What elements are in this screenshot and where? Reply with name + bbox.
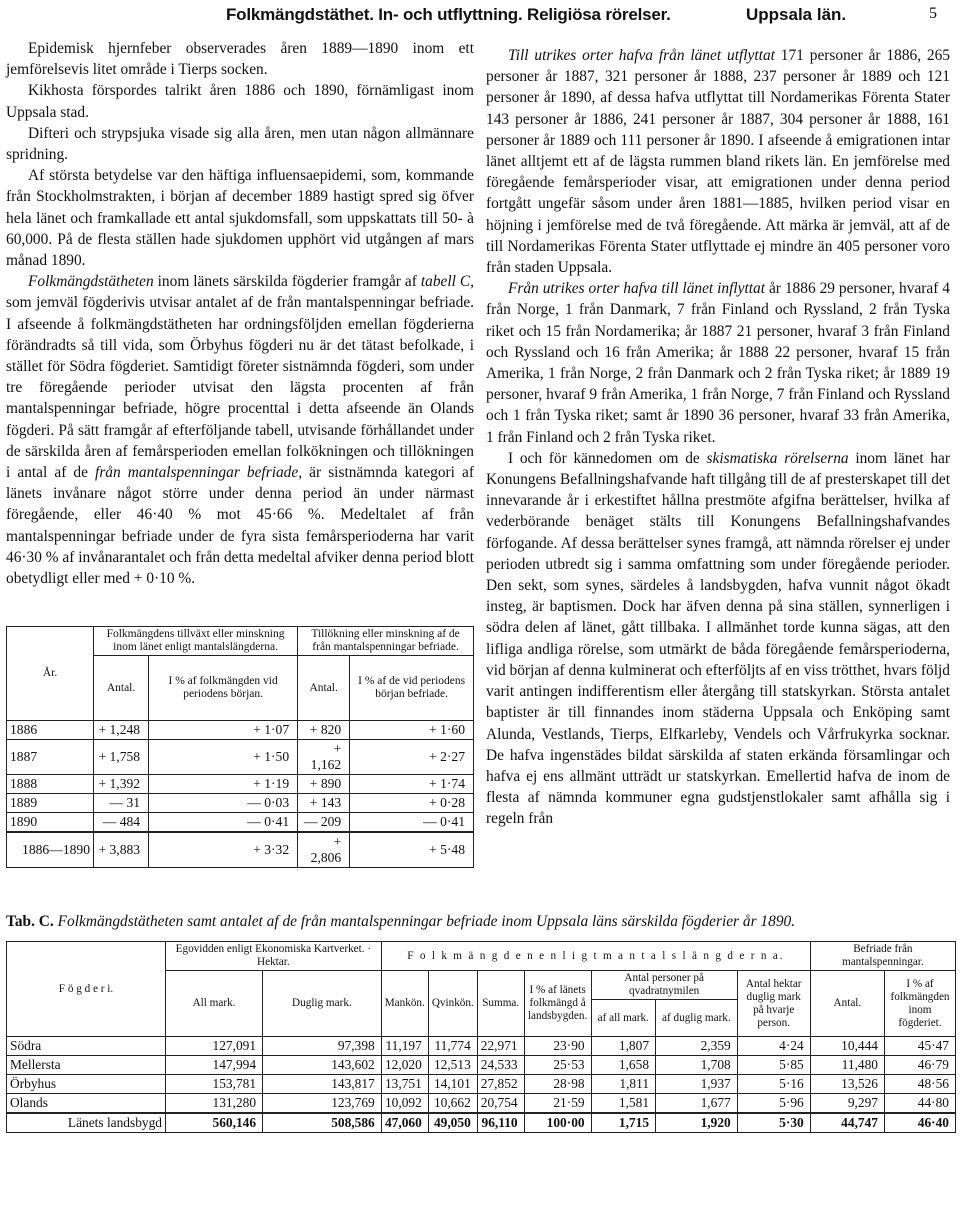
cell: 143,602	[263, 1056, 382, 1075]
col-header-antal: Antal.	[810, 971, 884, 1037]
cell: 1,715	[591, 1113, 655, 1133]
growth-table	[6, 626, 474, 868]
col-group-antal-personer: Antal personer på qvadratnymilen	[591, 971, 737, 1000]
text-run: år 1886 29 personer, hvaraf 4 från Norge, 1 från Danmark, 7 från Finland och Ryssland, 2 från Tyska riket och 15 från Nordamerika; år 1887 21 personer, hvaraf 3 från Finland och Ryssland och 16 från Amerika; år 1888 22 personer, hvaraf 15 från Amerika, 1 från Norge, 2 från Danmark och 2 från Tyska riket; år 1889 19 personer, hvaraf 9 från Amerika, 1 från Norge, 7 från Finland och Ryssland och 1 från Tyska riket; samt år 1890 36 personer, hvaraf 33 från Amerika, 1 från Finland och 2 från Tyska riket.	[486, 280, 950, 446]
col-header-antal: Antal.	[94, 656, 149, 721]
cell: 12,513	[428, 1056, 477, 1075]
col-header-year: År.	[7, 627, 94, 721]
cell: 153,781	[166, 1075, 263, 1094]
cell-fogderi: Södra	[7, 1037, 166, 1056]
text-run: är sistnämnda kategori af länets invånare något större under denna period än under närmast föregående, eller 46·40 % mot 45·66 %. Medeltalet af från mantalspenningar befriade under de fyra sista femårsperioderna har varit 46·30 % af invånarantalet och från detta medeltal afviker denna period blott obetydligt eller med + 0·10 %.	[6, 464, 475, 588]
cell: — 209	[298, 813, 350, 833]
table-row	[7, 721, 474, 740]
table-c-label: Tab. C.	[6, 913, 54, 930]
table-total-row	[7, 832, 474, 868]
cell: + 1,162	[298, 740, 350, 775]
col-header-hektar: Antal hektar duglig mark på hvarje person.	[737, 971, 810, 1037]
cell: + 1,758	[94, 740, 149, 775]
cell: 5·96	[737, 1094, 810, 1114]
cell: 44·80	[885, 1094, 956, 1114]
col-header-afall: af all mark.	[591, 1000, 655, 1037]
cell: 22,971	[477, 1037, 524, 1056]
cell: 45·47	[885, 1037, 956, 1056]
cell: + 1,392	[94, 775, 149, 794]
cell: + 3,883	[94, 832, 149, 868]
cell: 46·79	[885, 1056, 956, 1075]
col-header-allmark: All mark.	[166, 971, 263, 1037]
text-run: inom länets särskilda fögderier framgår af	[153, 273, 421, 291]
cell: 49,050	[428, 1113, 477, 1133]
cell: 14,101	[428, 1075, 477, 1094]
cell: 560,146	[166, 1113, 263, 1133]
cell: + 0·28	[350, 794, 474, 813]
cell: 1,807	[591, 1037, 655, 1056]
paragraph-influensa: Af största betydelse var den häftiga influensaepidemi, som, kommande från Stockholmstrakten, i början af december 1889 hastigt spred sig öfver hela länet och framkallade ett antal sjukdomsfall, som uppskattats till 50- à 60,000. På de flesta ställen hade sjukdomen upphört vid utgången af mars månad 1890.	[6, 167, 474, 270]
text-run: 171 personer år 1886, 265 personer år 1887, 321 personer år 1888, 237 personer år 1889 och 121 personer år 1890, af dessa hafva utflyttat till Nordamerikas Förenta Stater 143 personer år 1886, 241 personer år 1887, 304 personer år 1888, 161 personer år 1889 och 111 personer år 1890. I afseende å emigrationen intar länet alltjemt ett af de lägsta rummen bland rikets län. En jemförelse med föregående femårsperioder visar, att emigrationen under denna period fortgått ungefär såsom under åren 1881—1885, hvilken period visar en höjning i jemförelse med de två föregående. Att märka är jemväl, att af de till Nordamerikas Förenta Stater utflyttade ej mindre än 405 personer voro från staden Uppsala.	[486, 47, 951, 277]
right-column	[486, 45, 950, 830]
cell: 508,586	[263, 1113, 382, 1133]
cell: + 2,806	[298, 832, 350, 868]
cell: 127,091	[166, 1037, 263, 1056]
cell-fogderi: Länets landsbygd	[7, 1113, 166, 1133]
paragraph-folkmangdstathet	[6, 271, 474, 589]
cell: 9,297	[810, 1094, 884, 1114]
cell: + 1·60	[350, 721, 474, 740]
col-header-afduglig: af duglig mark.	[656, 1000, 738, 1037]
cell: 21·59	[524, 1094, 591, 1114]
cell: 12,020	[381, 1056, 428, 1075]
running-title: Folkmängdstäthet. In- och utflyttning. Religiösa rörelser.	[226, 5, 671, 24]
cell: 143,817	[263, 1075, 382, 1094]
cell: 131,280	[166, 1094, 263, 1114]
county-title: Uppsala län.	[746, 5, 847, 24]
table-sum-row	[7, 1113, 956, 1133]
cell: 100·00	[524, 1113, 591, 1133]
col-header-ipct: I % af folkmängden inom fögderiet.	[885, 971, 956, 1037]
cell: 97,398	[263, 1037, 382, 1056]
cell: 47,060	[381, 1113, 428, 1133]
col-header-fogderi: F ö g d e r i.	[7, 942, 166, 1037]
cell: + 1,248	[94, 721, 149, 740]
cell: + 1·19	[149, 775, 298, 794]
cell-year: 1890	[7, 813, 94, 833]
cell: + 2·27	[350, 740, 474, 775]
text-run: I och för kännedomen om de	[508, 449, 707, 467]
cell: 27,852	[477, 1075, 524, 1094]
term-skismatiska: skismatiska rörelserna	[706, 449, 849, 467]
cell: + 3·32	[149, 832, 298, 868]
cell: 147,994	[166, 1056, 263, 1075]
cell: 24,533	[477, 1056, 524, 1075]
cell: 1,937	[656, 1075, 738, 1094]
cell: 48·56	[885, 1075, 956, 1094]
left-column	[6, 38, 474, 589]
cell: 11,480	[810, 1056, 884, 1075]
col-group-befriade: Befriade från mantalspenningar.	[810, 942, 955, 971]
col-header-summa: Summa.	[477, 971, 524, 1037]
cell: 123,769	[263, 1094, 382, 1114]
table-row	[7, 794, 474, 813]
cell: 10,092	[381, 1094, 428, 1114]
paragraph-inflyttning	[486, 278, 950, 448]
cell: 1,658	[591, 1056, 655, 1075]
table-row	[7, 1056, 956, 1075]
cell-fogderi: Olands	[7, 1094, 166, 1114]
cell-fogderi: Örbyhus	[7, 1075, 166, 1094]
cell: 1,811	[591, 1075, 655, 1094]
cell: 11,197	[381, 1037, 428, 1056]
cell: 13,751	[381, 1075, 428, 1094]
paragraph-religiosa	[486, 448, 950, 830]
col-header-pct-lanet: I % af länets folkmängd å landsbygden.	[524, 971, 591, 1037]
cell: + 5·48	[350, 832, 474, 868]
cell: 5·30	[737, 1113, 810, 1133]
cell: + 143	[298, 794, 350, 813]
cell: 10,444	[810, 1037, 884, 1056]
text-run: som jemväl fögderivis utvisar antalet af de från mantalspenningar befriade. I afseende å folkmängdstätheten har ordningsföljden emellan fögderierna förändradts så till vida, som Örbyhus fögderi nu är det tätast befolkade, i stället för Södra fögderiet. Samtidigt företer sistnämnda fögderi, som under tre föregående perioder utvisat den lägsta procenten af från mantalspenningar befriade, högre procenttal i detta afseende än Olands fögderi. På sätt framgår af efterföljande tabell, utvisande förhållandet under de särskilda åren af femårsperioden emellan folkökningen och tillökningen i antal af de	[6, 294, 474, 482]
table-row	[7, 813, 474, 833]
col-group-befriade: Tillökning eller minskning af de från mantalspenningar befriade.	[298, 627, 474, 656]
term-inflyttat: Från utrikes orter hafva till länet inflyttat	[508, 280, 766, 298]
cell: 5·85	[737, 1056, 810, 1075]
cell: + 820	[298, 721, 350, 740]
page-number: 5	[929, 5, 937, 22]
cell: 96,110	[477, 1113, 524, 1133]
col-group-folkmangden: F o l k m ä n g d e n e n l i g t m a n t a l s l ä n g d e r n a.	[381, 942, 810, 971]
cell: 1,708	[656, 1056, 738, 1075]
table-row	[7, 1075, 956, 1094]
cell: 4·24	[737, 1037, 810, 1056]
cell: — 484	[94, 813, 149, 833]
cell: 20,754	[477, 1094, 524, 1114]
cell: 5·16	[737, 1075, 810, 1094]
col-group-folkmangd: Folkmängdens tillväxt eller minskning inom länet enligt mantalslängderna.	[94, 627, 298, 656]
paragraph-hjernfeber: Epidemisk hjernfeber observerades åren 1889—1890 inom ett jemförelsevis litet område i Tierps socken.	[6, 40, 474, 79]
page-header	[0, 5, 960, 27]
cell: — 0·41	[350, 813, 474, 833]
cell: 25·53	[524, 1056, 591, 1075]
table-row	[7, 775, 474, 794]
cell-year: 1887	[7, 740, 94, 775]
col-header-duglig: Duglig mark.	[263, 971, 382, 1037]
cell-year: 1888	[7, 775, 94, 794]
paragraph-kikhosta: Kikhosta förspordes talrikt åren 1886 och 1890, förnämligast inom Uppsala stad.	[6, 82, 474, 121]
cell: + 1·07	[149, 721, 298, 740]
cell: + 1·74	[350, 775, 474, 794]
col-header-qvinkon: Qvinkön.	[428, 971, 477, 1037]
cell-year: 1889	[7, 794, 94, 813]
table-c	[6, 941, 956, 1133]
term-befriade: från mantalspenningar befriade,	[95, 464, 303, 482]
cell: — 0·03	[149, 794, 298, 813]
col-header-pct-befriade: I % af de vid periodens början befriade.	[350, 656, 474, 721]
cell: — 31	[94, 794, 149, 813]
cell-year: 1886	[7, 721, 94, 740]
cell: 1,677	[656, 1094, 738, 1114]
cell: 1,581	[591, 1094, 655, 1114]
cell: 10,662	[428, 1094, 477, 1114]
ref-tabell-c: tabell C,	[420, 273, 474, 291]
col-header-mankon: Mankön.	[381, 971, 428, 1037]
table-c-title: Folkmängdstätheten samt antalet af de från mantalspenningar befriade inom Uppsala läns särskilda fögderier år 1890.	[57, 913, 796, 930]
table-row	[7, 740, 474, 775]
term-utflyttat: Till utrikes orter hafva från länet utflyttat	[508, 47, 775, 64]
cell: 44,747	[810, 1113, 884, 1133]
cell: 46·40	[885, 1113, 956, 1133]
cell: 13,526	[810, 1075, 884, 1094]
cell-year: 1886—1890	[7, 832, 94, 868]
cell: 2,359	[656, 1037, 738, 1056]
cell: 1,920	[656, 1113, 738, 1133]
cell: — 0·41	[149, 813, 298, 833]
paragraph-difteri: Difteri och strypsjuka visade sig alla åren, men utan någon allmännare spridning.	[6, 124, 474, 164]
paragraph-utflyttning	[486, 45, 950, 278]
col-header-pct-folkmangd: I % af folkmängden vid periodens början.	[149, 656, 298, 721]
table-row	[7, 1037, 956, 1056]
col-header-antal-2: Antal.	[298, 656, 350, 721]
col-group-egovidden: Egovidden enligt Ekonomiska Kartverket. · Hektar.	[166, 942, 382, 971]
cell-fogderi: Mellersta	[7, 1056, 166, 1075]
cell: 23·90	[524, 1037, 591, 1056]
cell: + 1·50	[149, 740, 298, 775]
table-row	[7, 1094, 956, 1114]
table-c-caption	[6, 913, 956, 931]
cell: 11,774	[428, 1037, 477, 1056]
text-run: inom länet har Konungens Befallningshafvande haft tillgång till de af presterskapet till det innevarande år i erkestiftet hållna prestmöte afgifna berättelser, hvilka af vederbörande benäget stälts till Konungens Befallningshafvandes förfogande. Af dessa berättelser synes framgå, att nämnda rörelser ej under perioden utbredt sig i samma omfattning som under föregående perioder. Den sekt, som synes, särdeles å landsbygden, hafva vunnit något ökadt insteg, är baptismen. Dock har äfven denna på sina ställen, synnerligen i södra delen af länet, gått tillbaka. I allmänhet torde kunna sägas, att den lifliga andliga rörelse, som utmärkt de båda föregående femårsperioderna, vid början af denna kulminerat och efterföljts af en viss trötthet, hvars följd varit antingen indifferentism eller återgång till statskyrkan. Största antalet baptister är till finnandes inom städerna Uppsala och Enköping samt Alunda, Vestlands, Tierps, Elfkarleby, Vendels och Vårfrukyrka socknar. De hafva ingenstädes bildat särskilda af staten erkända församlingar och hafva ej ens allmänt utträdt ur statskyrkan. Emellertid hafva de inom de flesta af nämnda kommuner egna gudstjenstlokaler samt afhålla sig i regeln från	[486, 449, 950, 828]
cell: 28·98	[524, 1075, 591, 1094]
term-folkmangdstatheten: Folkmängdstätheten	[28, 273, 154, 291]
cell: + 890	[298, 775, 350, 794]
